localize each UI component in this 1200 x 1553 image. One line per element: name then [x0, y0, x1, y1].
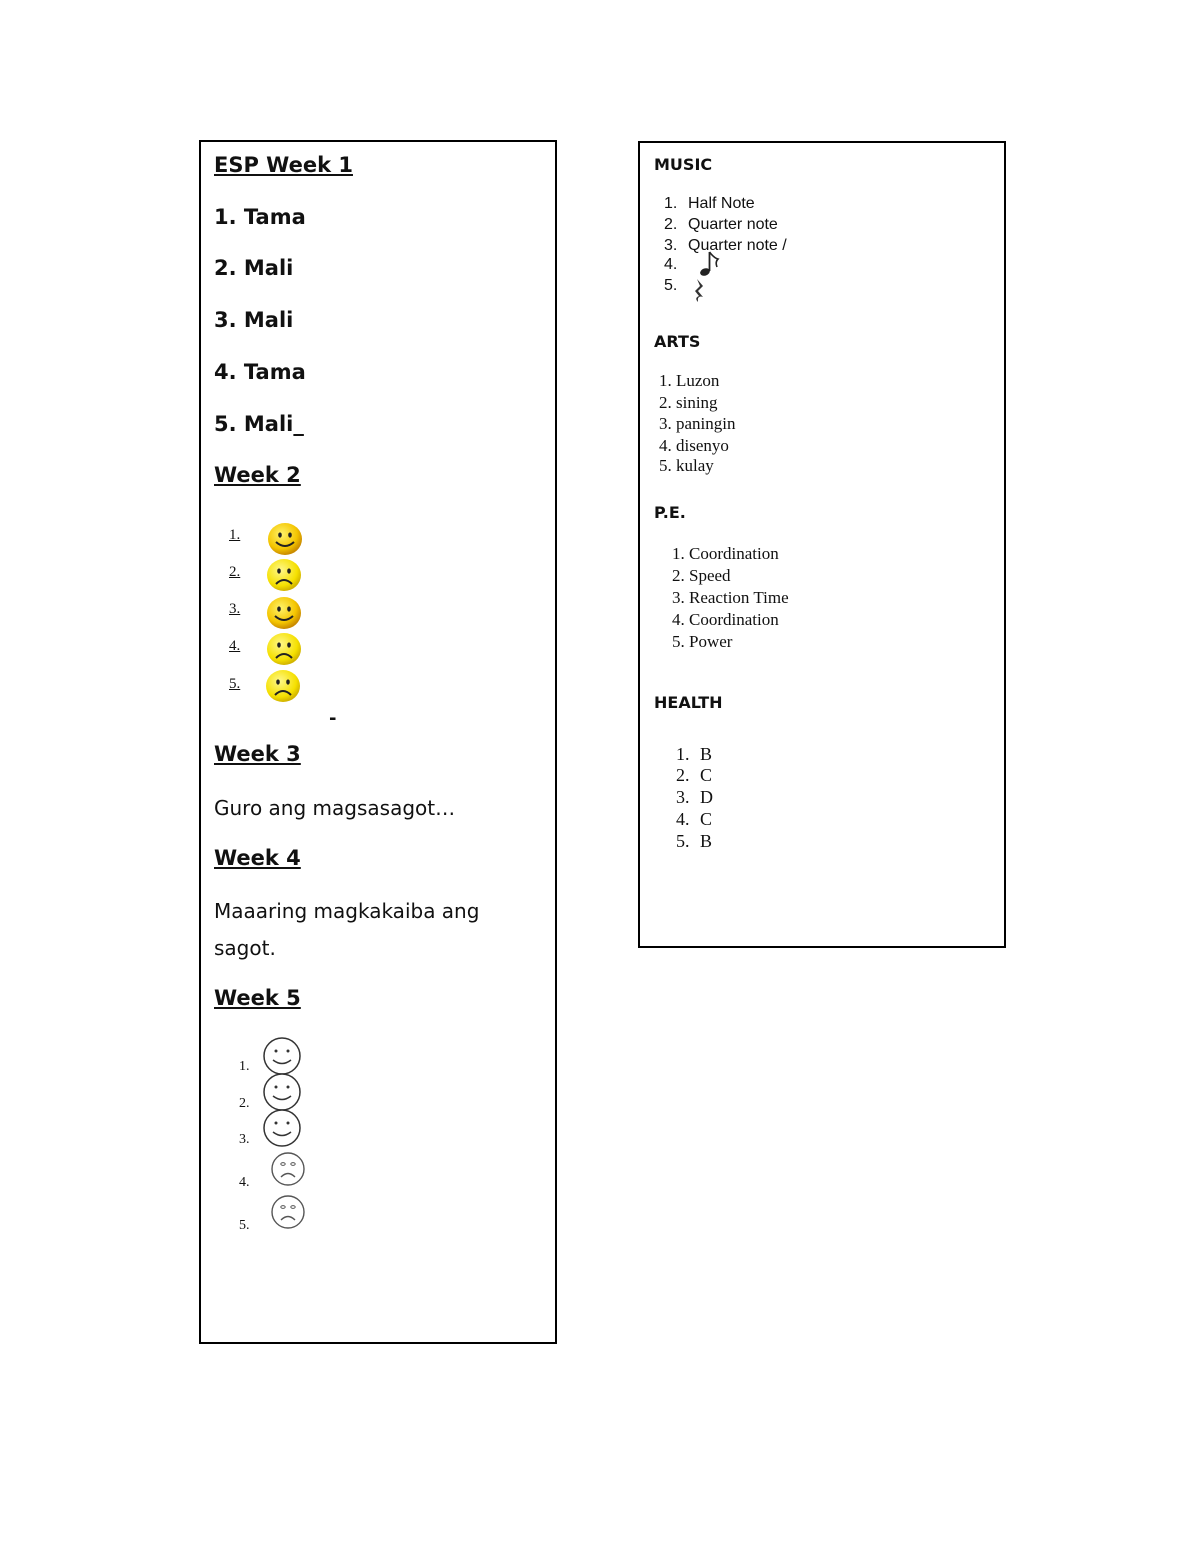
esp-week2-title: Week 2 — [214, 463, 301, 487]
music-item-5: 5. — [664, 277, 678, 294]
music-title: MUSIC — [654, 155, 713, 174]
frown-outline-icon — [270, 1194, 306, 1230]
esp-week1-item-1: 1. Tama — [214, 205, 306, 229]
arts-title: ARTS — [654, 332, 701, 351]
week5-num-5: 5. — [239, 1218, 250, 1233]
smile-outline-icon — [262, 1072, 302, 1112]
music-item-3: 3. Quarter note / — [664, 237, 787, 254]
health-item-1: 1. B — [676, 744, 713, 764]
week2-num-4: 4. — [229, 638, 241, 654]
pe-title: P.E. — [654, 503, 686, 522]
music-item-2: 2. Quarter note — [664, 216, 778, 233]
smile-icon — [265, 595, 303, 631]
week5-num-4: 4. — [239, 1175, 250, 1190]
music-item-1: 1. Half Note — [664, 195, 755, 212]
quarter-rest-icon — [693, 278, 707, 304]
week2-num-3: 3. — [229, 601, 241, 617]
week5-num-1: 1. — [239, 1059, 250, 1074]
stray-dash: - — [329, 708, 337, 729]
esp-week1-title: ESP Week 1 — [214, 153, 353, 177]
esp-week1-item-4: 4. Tama — [214, 360, 306, 384]
pe-item-4: 4. Coordination — [672, 610, 779, 629]
pe-item-3: 3. Reaction Time — [672, 588, 789, 607]
week2-num-2: 2. — [229, 564, 241, 580]
esp-week4-text-line2: sagot. — [214, 936, 276, 960]
arts-item-3: 3. paningin — [659, 414, 736, 433]
esp-week3-title: Week 3 — [214, 742, 301, 766]
health-item-2: 2. C — [676, 765, 713, 785]
esp-week5-title: Week 5 — [214, 986, 301, 1010]
esp-week1-item-5: 5. Mali_ — [214, 412, 304, 436]
smile-icon — [266, 521, 304, 557]
week5-num-3: 3. — [239, 1132, 250, 1147]
week2-num-5: 5. — [229, 676, 241, 692]
eighth-note-icon — [698, 250, 722, 278]
pe-item-5: 5. Power — [672, 632, 733, 651]
health-title: HEALTH — [654, 693, 723, 712]
frown-icon — [264, 668, 302, 704]
esp-week4-text-line1: Maaaring magkakaiba ang — [214, 899, 480, 923]
health-item-4: 4. C — [676, 809, 713, 829]
smile-outline-icon — [262, 1036, 302, 1076]
frown-icon — [265, 631, 303, 667]
arts-item-2: 2. sining — [659, 393, 718, 412]
week5-num-2: 2. — [239, 1096, 250, 1111]
week2-num-1: 1. — [229, 527, 241, 543]
esp-week1-item-3: 3. Mali — [214, 308, 294, 332]
arts-item-5: 5. kulay — [659, 456, 714, 475]
pe-item-1: 1. Coordination — [672, 544, 779, 563]
frown-outline-icon — [270, 1151, 306, 1187]
music-item-4: 4. — [664, 256, 678, 273]
health-item-3: 3. D — [676, 787, 713, 807]
smile-outline-icon — [262, 1108, 302, 1148]
health-item-5: 5. B — [676, 831, 713, 851]
arts-item-1: 1. Luzon — [659, 371, 720, 390]
frown-icon — [265, 557, 303, 593]
esp-week4-title: Week 4 — [214, 846, 301, 870]
arts-item-4: 4. disenyo — [659, 436, 729, 455]
esp-week1-item-2: 2. Mali — [214, 256, 294, 280]
pe-item-2: 2. Speed — [672, 566, 731, 585]
esp-week3-text: Guro ang magsasagot… — [214, 796, 456, 820]
